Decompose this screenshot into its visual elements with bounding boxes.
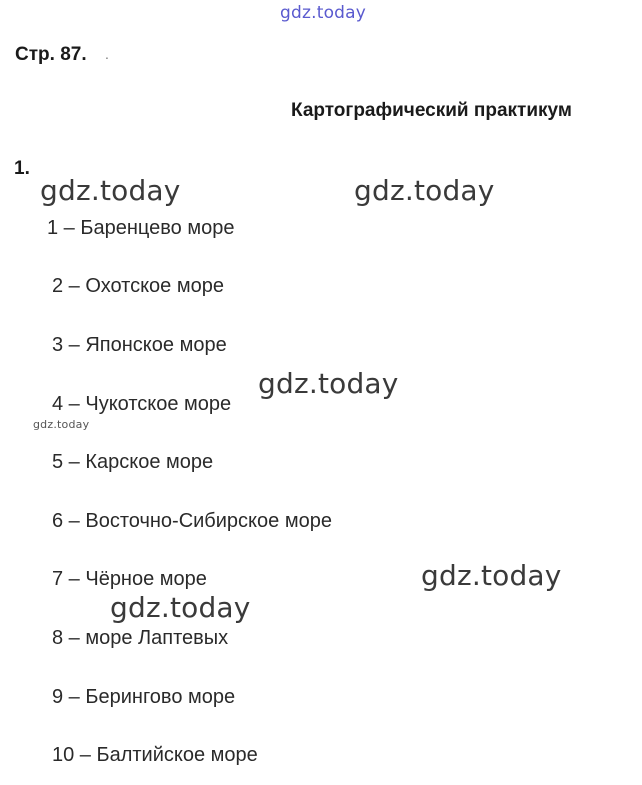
answer-item: 1 – Баренцево море [47, 217, 235, 239]
watermark-small: gdz.today [33, 418, 90, 431]
answer-item: 10 – Балтийское море [52, 744, 258, 766]
answer-item: 7 – Чёрное море [52, 568, 207, 590]
watermark: gdz.today [258, 367, 399, 400]
watermark: gdz.today [354, 174, 495, 207]
answer-item: 4 – Чукотское море [52, 393, 232, 415]
watermark: gdz.today [421, 559, 562, 592]
task-number: 1. [14, 158, 30, 179]
answer-item: 2 – Охотское море [52, 275, 224, 297]
answer-item: 9 – Берингово море [52, 686, 236, 708]
watermark-top: gdz.today [280, 3, 367, 23]
answer-item: 3 – Японское море [52, 334, 227, 356]
watermark: gdz.today [110, 591, 251, 624]
watermark: gdz.today [40, 174, 181, 207]
page-reference-mark: . [105, 46, 109, 62]
section-heading: Картографический практикум [291, 100, 572, 121]
answer-item: 5 – Карское море [52, 451, 214, 473]
answer-item: 8 – море Лаптевых [52, 627, 229, 649]
page-reference: Стр. 87. [15, 44, 87, 65]
answer-item: 6 – Восточно-Сибирское море [52, 510, 332, 532]
